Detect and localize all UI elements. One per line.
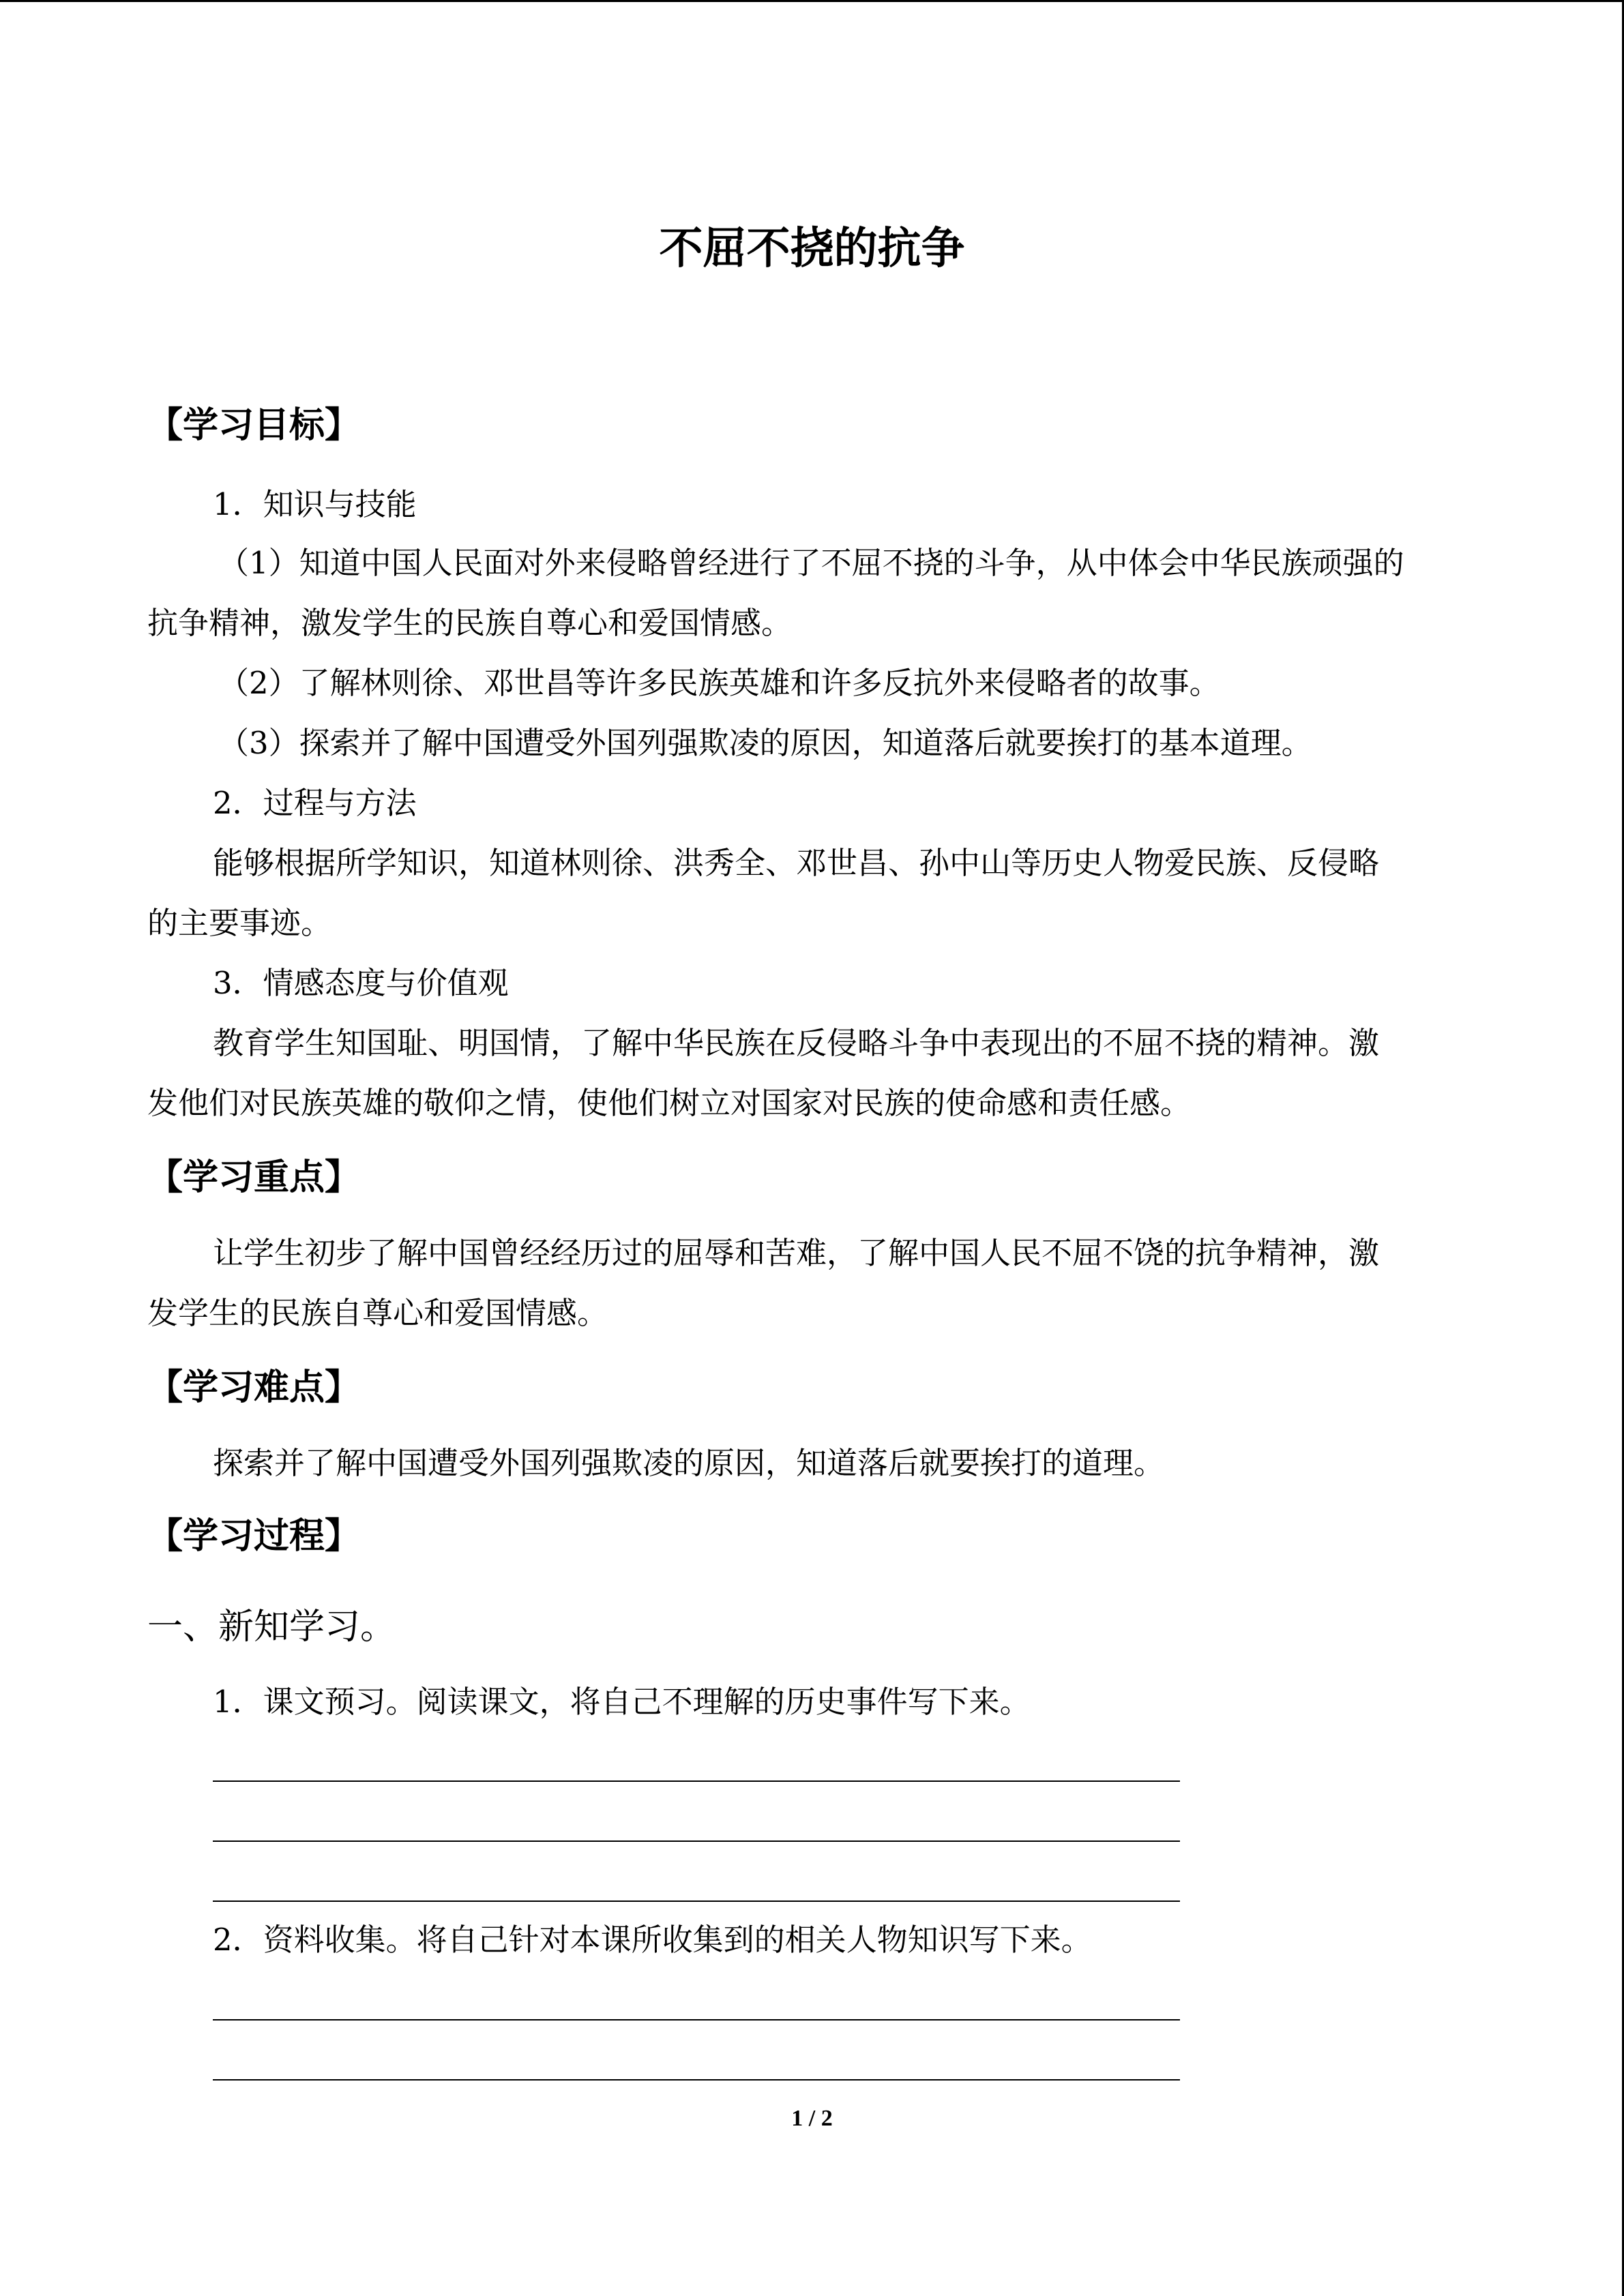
key-points-line-1: 让学生初步了解中国曾经经历过的屈辱和苦难，了解中国人民不屈不饶的抗争精神，激 [213,1235,1380,1271]
document-title: 不屈不挠的抗争 [659,224,965,274]
goal-3-line-1: 教育学生知国耻、明国情，了解中华民族在反侵略斗争中表现出的不屈不挠的精神。激 [213,1025,1380,1061]
difficulties-line-1: 探索并了解中国遭受外国列强欺凌的原因，知道落后就要挨打的道理。 [213,1445,1165,1481]
goal-2-line-2: 的主要事迹。 [147,905,332,941]
goal-1-paragraph-1-line-2: 抗争精神，激发学生的民族自尊心和爱国情感。 [147,605,793,641]
task-2-answer-line-2[interactable] [213,2079,1180,2081]
goal-1-label: 1．知识与技能 [213,486,417,522]
heading-learning-process: 【学习过程】 [147,1516,361,1557]
heading-learning-goals: 【学习目标】 [147,405,361,446]
goal-3-label: 3．情感态度与价值观 [213,965,509,1001]
goal-3-line-2: 发他们对民族英雄的敬仰之情，使他们树立对国家对民族的使命感和责任感。 [147,1085,1192,1121]
goal-1-paragraph-1-line-1: （1）知道中国人民面对外来侵略曾经进行了不屈不挠的斗争，从中体会中华民族顽强的 [218,545,1404,581]
task-1-answer-line-3[interactable] [213,1900,1180,1902]
task-1-prompt: 1．课文预习。阅读课文，将自己不理解的历史事件写下来。 [213,1684,1031,1720]
goal-1-paragraph-2: （2）了解林则徐、邓世昌等许多民族英雄和许多反抗外来侵略者的故事。 [218,665,1220,701]
part-one-title: 一、新知学习。 [147,1607,396,1648]
heading-difficulties: 【学习难点】 [147,1367,361,1408]
task-1-answer-line-2[interactable] [213,1840,1180,1842]
goal-2-line-1: 能够根据所学知识，知道林则徐、洪秀全、邓世昌、孙中山等历史人物爱民族、反侵略 [213,845,1380,881]
task-2-answer-line-1[interactable] [213,2019,1180,2021]
task-2-prompt: 2．资料收集。将自己针对本课所收集到的相关人物知识写下来。 [213,1922,1092,1958]
goal-2-label: 2．过程与方法 [213,785,417,821]
key-points-line-2: 发学生的民族自尊心和爱国情感。 [147,1295,608,1331]
task-1-answer-line-1[interactable] [213,1780,1180,1782]
goal-1-paragraph-3: （3）探索并了解中国遭受外国列强欺凌的原因，知道落后就要挨打的基本道理。 [218,725,1312,761]
heading-key-points: 【学习重点】 [147,1157,361,1198]
page-number: 1 / 2 [791,2106,833,2131]
